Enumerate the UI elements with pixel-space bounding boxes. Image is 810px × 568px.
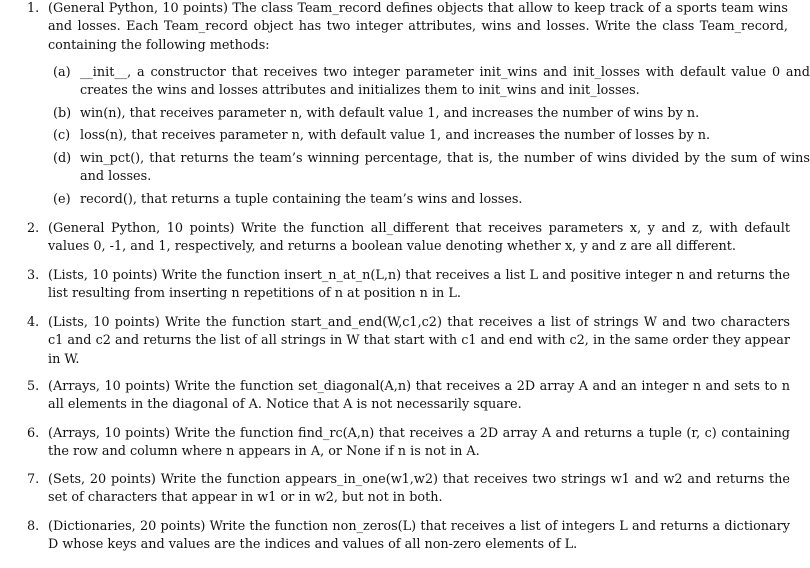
part-text: win(n), that receives parameter n, with default value 1, and increases the number of wins by n. <box>80 106 700 121</box>
question-number: 5. <box>27 379 40 394</box>
part-text: __init__, a constructor that receives two integer parameter init_wins and init_losses with default value 0 and creates the wins and losses attributes and initializes them to init_wins and init_losses. <box>80 65 810 99</box>
question-text: (Sets, 20 points) Write the function appears_in_one(w1,w2) that receives two strings w1 and w2 and returns the set of characters that appear in w1 or in w2, but not in both. <box>48 472 790 506</box>
question-number: 3. <box>27 268 40 283</box>
question-text: (Arrays, 10 points) Write the function set_diagonal(A,n) that receives a 2D array A and an integer n and sets to n all elements in the diagonal of A. Notice that A is not necessarily square. <box>48 379 790 413</box>
part-label: (a) <box>53 65 71 80</box>
question-number: 2. <box>27 221 40 236</box>
question-number: 1. <box>27 1 40 16</box>
question-text: (Dictionaries, 20 points) Write the function non_zeros(L) that receives a list of integers L and returns a dictionary D whose keys and values are the indices and values of all non-zero elements of L. <box>48 519 790 553</box>
question-text: (General Python, 10 points) Write the function all_different that receives parameters x, y and z, with default values 0, -1, and 1, respectively, and returns a boolean value denoting whether x, y and z are all different. <box>48 221 790 255</box>
part-text: win_pct(), that returns the team’s winning percentage, that is, the number of wins divided by the sum of wins and losses. <box>80 151 810 185</box>
part-label: (d) <box>53 151 72 166</box>
part-text: loss(n), that receives parameter n, with default value 1, and increases the number of losses by n. <box>80 128 711 143</box>
part-text: record(), that returns a tuple containing the team’s wins and losses. <box>80 192 523 207</box>
question-number: 8. <box>27 519 40 534</box>
question-text: (Lists, 10 points) Write the function start_and_end(W,c1,c2) that receives a list of strings W and two characters c1 and c2 and returns the list of all strings in W that start with c1 and end with c2, in the same order they appear in W. <box>48 315 790 367</box>
question-number: 6. <box>27 426 40 441</box>
question-number: 4. <box>27 315 40 330</box>
question-text: (General Python, 10 points) The class Team_record defines objects that allow to keep track of a sports team wins and losses. Each Team_record object has two integer attributes, wins and losses. Write the class Team_record, containing the following methods: <box>48 1 788 53</box>
question-text: (Arrays, 10 points) Write the function find_rc(A,n) that receives a 2D array A and returns a tuple (r, c) containing the row and column where n appears in A, or None if n is not in A. <box>48 426 790 460</box>
part-label: (e) <box>53 192 71 207</box>
question-number: 7. <box>27 472 40 487</box>
question-text: (Lists, 10 points) Write the function insert_n_at_n(L,n) that receives a list L and positive integer n and returns the list resulting from inserting n repetitions of n at position n in L. <box>48 268 790 302</box>
part-label: (c) <box>53 128 71 143</box>
part-label: (b) <box>53 106 72 121</box>
